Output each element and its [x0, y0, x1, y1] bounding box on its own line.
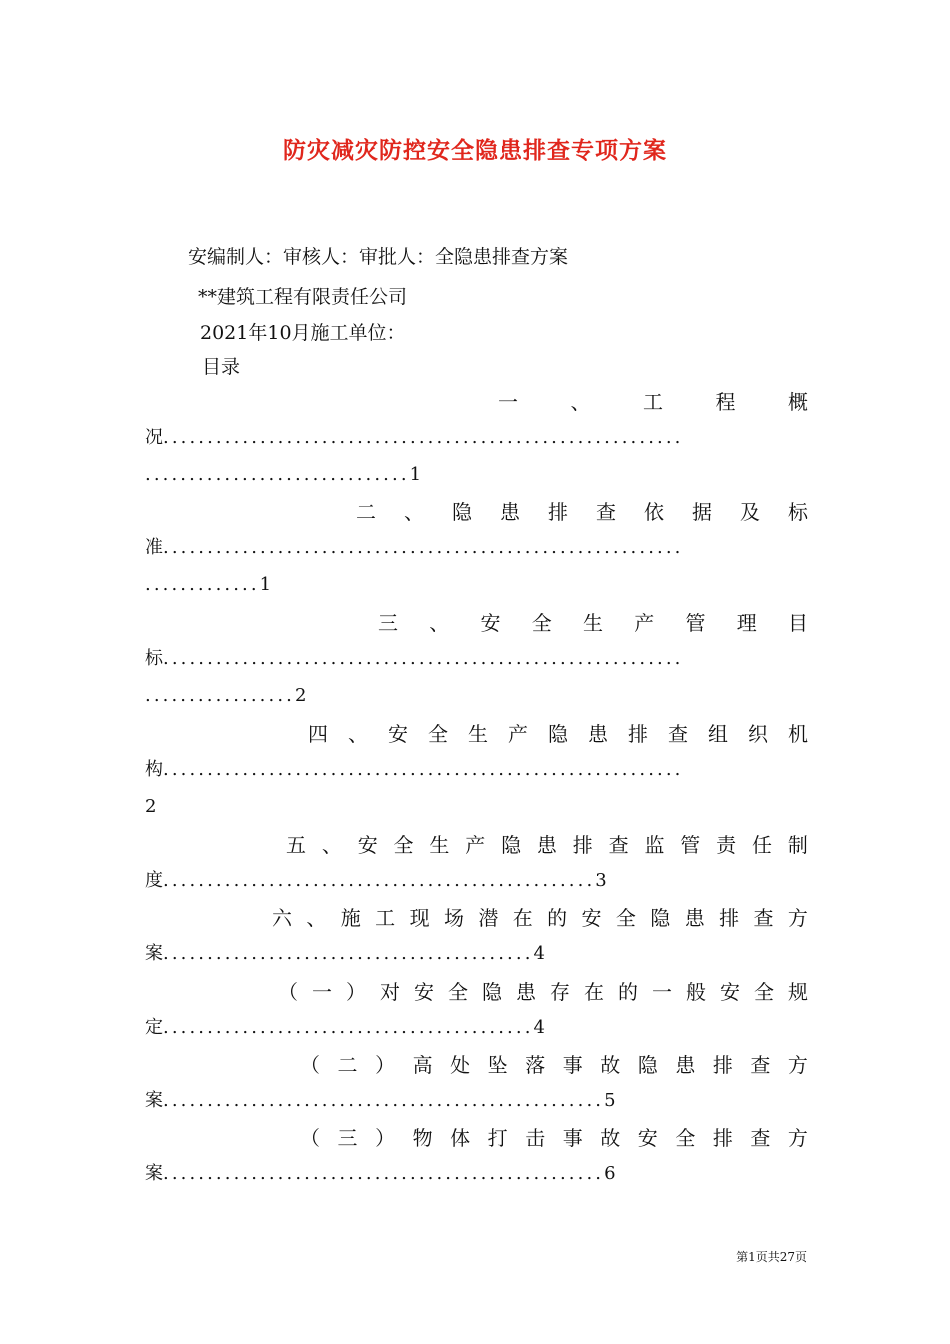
toc-heading-char: 患 [588, 722, 608, 746]
toc-heading-char: 施 [340, 906, 361, 930]
toc-heading-char: 据 [692, 500, 712, 524]
toc-heading-char: 一 [498, 390, 518, 414]
toc-entry-lead-char: 案 [145, 1163, 163, 1184]
toc-heading-char: ） [375, 1053, 396, 1077]
toc-entry-lead-char: 准 [145, 537, 163, 558]
toc-heading-char: 排 [719, 906, 740, 930]
toc-entry-lead-char: 标 [145, 648, 163, 669]
toc-heading-char: 处 [450, 1053, 471, 1077]
toc-heading-char: 事 [562, 1126, 583, 1150]
toc-heading-char: 全 [615, 906, 636, 930]
toc-heading-char: 全 [448, 980, 468, 1004]
meta-authors: 安编制人：审核人：审批人：全隐患排查方案 [188, 246, 569, 268]
toc-heading-char: 物 [412, 1126, 433, 1150]
toc-heading-char: 五 [286, 833, 306, 857]
toc-heading-char: 事 [562, 1053, 583, 1077]
toc-heading-char: 生 [429, 833, 450, 857]
toc-heading-char: 场 [443, 906, 464, 930]
toc-entry-leader [145, 867, 610, 895]
toc-entry-lead-char: 案 [145, 1090, 163, 1111]
toc-heading-char: 在 [512, 906, 533, 930]
toc-entry-lead-char: 度 [145, 870, 163, 891]
toc-heading-char: 隐 [501, 833, 522, 857]
toc-heading-char: 患 [516, 980, 536, 1004]
toc-heading-char: 组 [708, 722, 728, 746]
toc-heading-char: 排 [628, 722, 648, 746]
toc-heading-char: 织 [748, 722, 768, 746]
toc-heading-char: 隐 [548, 722, 568, 746]
toc-heading-char: 患 [500, 500, 520, 524]
toc-heading-char: 故 [600, 1053, 621, 1077]
toc-entry-heading [286, 831, 808, 859]
toc-heading-char: 全 [675, 1126, 696, 1150]
toc-heading-char: 现 [409, 906, 430, 930]
toc-heading-char: 四 [308, 722, 328, 746]
toc-heading-char: 排 [572, 833, 593, 857]
toc-heading-char: 查 [750, 1126, 771, 1150]
toc-entry-dots: ..........................................4 [163, 943, 549, 964]
toc-entry-leader [145, 756, 683, 784]
toc-entry-dots: ..................................................6 [163, 1163, 619, 1184]
toc-heading-char: 在 [584, 980, 604, 1004]
toc-heading-char: 安 [388, 722, 408, 746]
toc-heading-char: 一 [652, 980, 672, 1004]
toc-entry-page: .................2 [145, 685, 310, 706]
toc-heading-char: 工 [643, 390, 663, 414]
toc-heading-char: 三 [378, 611, 398, 635]
toc-heading-char: 对 [380, 980, 400, 1004]
toc-heading-char: 安 [357, 833, 378, 857]
meta-company: **建筑工程有限责任公司 [198, 286, 408, 308]
toc-heading-char: 存 [550, 980, 570, 1004]
toc-entry-dots: ........................................................... [163, 537, 684, 558]
toc-entry-leader [145, 1160, 619, 1188]
toc-heading-char: 任 [751, 833, 772, 857]
toc-heading-char: 、 [348, 722, 368, 746]
toc-heading-char: 排 [548, 500, 568, 524]
toc-heading-char: 隐 [650, 906, 671, 930]
toc-entry-leader [145, 940, 548, 968]
toc-entry-lead-char: 构 [145, 759, 163, 780]
toc-heading-char: 体 [450, 1126, 471, 1150]
toc-entry-leader [145, 1014, 548, 1042]
toc-entry-heading [278, 978, 808, 1006]
toc-entry-dots: ........................................................... [163, 427, 684, 448]
toc-entry-heading [498, 388, 808, 416]
toc-heading-char: 全 [754, 980, 774, 1004]
toc-heading-char: 安 [581, 906, 602, 930]
toc-heading-char: 患 [675, 1053, 696, 1077]
toc-heading-char: 查 [750, 1053, 771, 1077]
toc-heading-char: 生 [583, 611, 603, 635]
toc-heading-char: 依 [644, 500, 664, 524]
toc-heading-char: 概 [788, 390, 808, 414]
toc-heading-char: 产 [634, 611, 655, 635]
document-title: 防灾减灾防控安全隐患排查专项方案 [283, 137, 667, 164]
toc-entry-leader [145, 645, 683, 673]
toc-heading-char: （ [278, 980, 298, 1004]
toc-heading-char: 制 [787, 833, 808, 857]
toc-heading-char: 安 [414, 980, 434, 1004]
toc-heading-char: 机 [788, 722, 808, 746]
toc-heading-char: 患 [536, 833, 557, 857]
toc-entry-heading [308, 720, 808, 748]
toc-heading-char: 标 [788, 500, 808, 524]
toc-entry-heading [378, 609, 808, 637]
toc-entry-heading [356, 498, 808, 526]
toc-heading-char: 管 [680, 833, 701, 857]
toc-heading-char: 故 [600, 1126, 621, 1150]
toc-entry-heading [300, 1051, 808, 1079]
toc-heading-char: 目 [788, 611, 808, 635]
toc-heading-char: 般 [686, 980, 706, 1004]
toc-heading-char: 安 [480, 611, 501, 635]
toc-heading-char: 打 [487, 1126, 508, 1150]
toc-heading-char: 查 [668, 722, 688, 746]
toc-heading-char: 、 [404, 500, 424, 524]
toc-heading-char: 击 [525, 1126, 546, 1150]
toc-heading-char: 安 [637, 1126, 658, 1150]
toc-heading-char: 全 [393, 833, 414, 857]
toc-heading-char: 排 [712, 1053, 733, 1077]
toc-entry-page: ..............................1 [145, 464, 425, 485]
toc-heading-char: 的 [618, 980, 638, 1004]
toc-heading-char: 二 [337, 1053, 358, 1077]
toc-entry-page: 2 [145, 796, 160, 817]
toc-heading-char: 、 [429, 611, 450, 635]
toc-heading-char: 一 [312, 980, 332, 1004]
toc-heading-char: 全 [428, 722, 448, 746]
toc-heading-char: 的 [547, 906, 568, 930]
toc-heading-char: 二 [356, 500, 376, 524]
toc-entry-lead-char: 定 [145, 1017, 163, 1038]
toc-heading-char: 管 [685, 611, 706, 635]
toc-heading-char: 产 [465, 833, 486, 857]
meta-date: 2021年10月施工单位： [200, 322, 406, 344]
toc-heading-char: 责 [716, 833, 737, 857]
toc-heading-char: 隐 [452, 500, 472, 524]
toc-entry-page: .............1 [145, 574, 275, 595]
toc-heading-char: 监 [644, 833, 665, 857]
toc-entry-dots: ..................................................5 [163, 1090, 619, 1111]
toc-heading-char: 、 [570, 390, 591, 414]
toc-heading-char: （ [300, 1053, 320, 1077]
toc-heading-char: 患 [684, 906, 705, 930]
toc-heading-char: ） [375, 1126, 396, 1150]
toc-entry-dots: ........................................................... [163, 648, 684, 669]
toc-heading-char: 潜 [478, 906, 499, 930]
toc-heading-char: 隐 [482, 980, 502, 1004]
toc-entry-dots: ........................................................... [163, 759, 684, 780]
toc-heading-char: 生 [468, 722, 488, 746]
toc-heading-char: 程 [715, 390, 736, 414]
toc-heading-char: 及 [740, 500, 760, 524]
toc-entry-dots: ..........................................4 [163, 1017, 549, 1038]
toc-heading-char: 工 [375, 906, 396, 930]
toc-entry-leader [145, 424, 683, 452]
toc-entry-heading [272, 904, 808, 932]
toc-heading-char: 查 [753, 906, 774, 930]
toc-heading-char: 排 [712, 1126, 733, 1150]
toc-heading-char: 坠 [487, 1053, 508, 1077]
toc-heading-char: 全 [531, 611, 552, 635]
toc-heading-char: 隐 [637, 1053, 658, 1077]
toc-heading-char: 、 [306, 906, 327, 930]
toc-heading-char: 查 [596, 500, 616, 524]
toc-title: 目录 [202, 356, 241, 378]
toc-heading-char: 查 [608, 833, 629, 857]
toc-entry-leader [145, 1087, 619, 1115]
toc-heading-char: 三 [337, 1126, 358, 1150]
toc-heading-char: 理 [736, 611, 757, 635]
toc-heading-char: 、 [321, 833, 342, 857]
toc-entry-lead-char: 案 [145, 943, 163, 964]
toc-heading-char: （ [300, 1126, 320, 1150]
toc-heading-char: ） [346, 980, 366, 1004]
toc-heading-char: 方 [787, 906, 808, 930]
toc-entry-leader [145, 534, 683, 562]
toc-heading-char: 产 [508, 722, 528, 746]
toc-heading-char: 高 [412, 1053, 433, 1077]
page-footer: 第1页共27页 [736, 1250, 807, 1264]
toc-heading-char: 落 [525, 1053, 546, 1077]
toc-entry-heading [300, 1124, 808, 1152]
toc-heading-char: 方 [787, 1126, 808, 1150]
toc-heading-char: 安 [720, 980, 740, 1004]
toc-entry-dots: .................................................3 [163, 870, 610, 891]
toc-entry-lead-char: 况 [145, 427, 163, 448]
toc-heading-char: 方 [787, 1053, 808, 1077]
toc-heading-char: 规 [788, 980, 808, 1004]
toc-heading-char: 六 [272, 906, 292, 930]
